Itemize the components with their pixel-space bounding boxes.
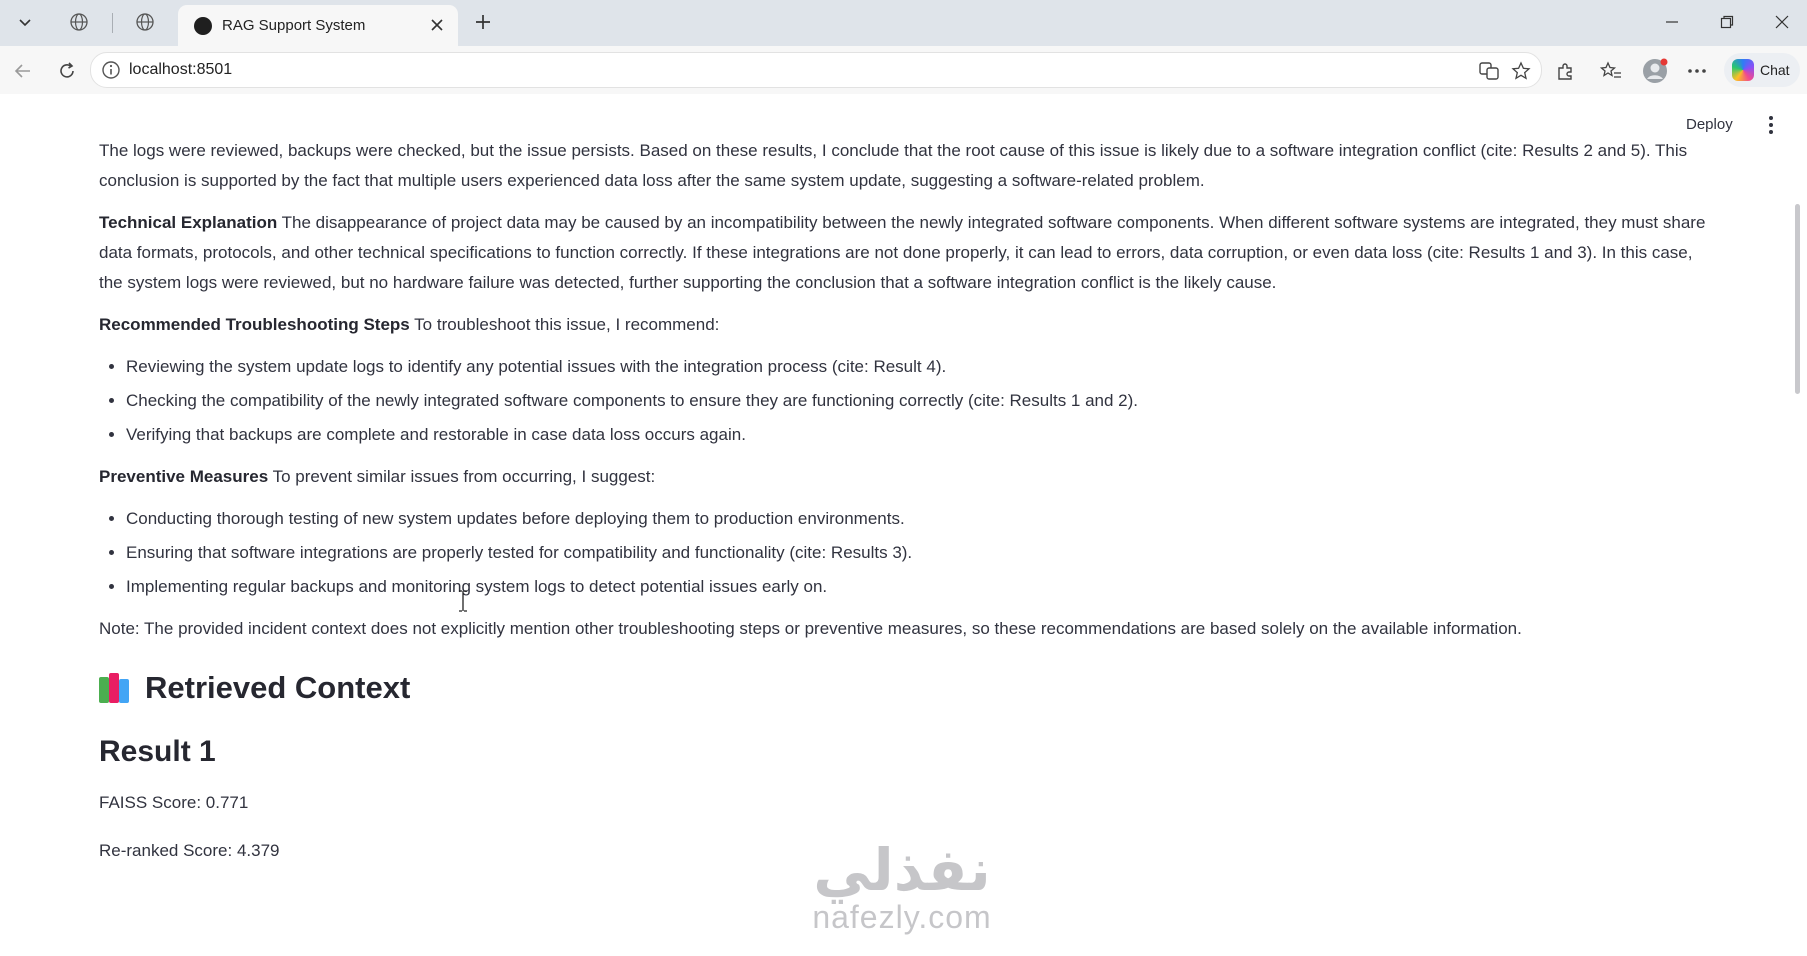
close-icon [430, 18, 444, 32]
preventive-measures-heading: Preventive Measures [99, 467, 269, 486]
reranked-score: Re-ranked Score: 4.379 [99, 841, 280, 860]
globe-icon [135, 12, 155, 32]
troubleshooting-heading: Recommended Troubleshooting Steps [99, 315, 410, 334]
collapsed-tab-1[interactable] [62, 6, 96, 38]
note-paragraph: Note: The provided incident context does not explicitly mention other troubleshooting steps or preventive measures, so these recommendations are based solely on the available information. [99, 619, 1522, 638]
settings-more-button[interactable] [1682, 56, 1712, 86]
globe-icon [69, 12, 89, 32]
puzzle-icon [1555, 61, 1575, 81]
new-tab-button[interactable] [466, 6, 500, 38]
back-button[interactable] [8, 56, 38, 86]
star-icon [1511, 61, 1531, 81]
retrieved-context-title: Retrieved Context [145, 670, 411, 705]
address-bar[interactable] [90, 52, 1542, 88]
restore-window-button[interactable] [1705, 8, 1749, 36]
tab-divider [112, 13, 113, 33]
browser-toolbar [0, 46, 1807, 94]
extensions-button[interactable] [1550, 56, 1580, 86]
tab-rag-support-system[interactable] [178, 5, 458, 46]
favorites-list-icon [1600, 61, 1622, 81]
copilot-chat-button[interactable] [1724, 53, 1800, 87]
retrieved-context-heading [99, 670, 1709, 706]
troubleshooting-paragraph [99, 310, 1709, 340]
reload-button[interactable] [52, 56, 82, 86]
text-cursor-icon [457, 590, 469, 612]
book-green [99, 677, 109, 703]
kebab-dot [1769, 123, 1773, 127]
close-icon [1775, 15, 1789, 29]
translate-icon [1478, 60, 1500, 82]
watermark-arabic: نفذلي [813, 836, 991, 904]
minimize-icon [1665, 15, 1679, 29]
favorite-star-button[interactable] [1509, 59, 1533, 83]
collapsed-tab-2[interactable] [128, 6, 162, 38]
restore-icon [1720, 15, 1734, 29]
faiss-score: FAISS Score: 0.771 [99, 793, 249, 812]
technical-explanation-heading: Technical Explanation [99, 213, 278, 232]
technical-explanation-paragraph [99, 208, 1709, 298]
tab-title: RAG Support System [222, 17, 366, 34]
tab-list-dropdown-button[interactable] [8, 6, 42, 38]
url-text[interactable]: localhost:8501 [129, 61, 233, 78]
arrow-left-icon [13, 61, 33, 81]
avatar-icon [1642, 58, 1668, 84]
plus-icon [474, 13, 492, 31]
page-viewport [6, 96, 1801, 956]
list-item: • Checking the compatibility of the newly integrated software components to ensure they are functioning correctly (cite: Results 1 and 2). [126, 386, 1709, 416]
minimize-window-button[interactable] [1650, 8, 1694, 36]
close-window-button[interactable] [1760, 8, 1804, 36]
main-content [99, 136, 1709, 878]
result-title: Result 1 [99, 735, 216, 768]
close-tab-button[interactable] [426, 14, 448, 36]
streamlit-favicon-icon [194, 17, 212, 35]
book-blue [119, 679, 129, 703]
kebab-dot [1769, 116, 1773, 120]
watermark-latin: nafezly.com [812, 899, 992, 935]
book-pink [109, 673, 119, 703]
chat-label: Chat [1760, 62, 1790, 78]
list-item: • Conducting thorough testing of new system updates before deploying them to production environments. [126, 504, 1709, 534]
technical-explanation-text: The disappearance of project data may be caused by an incompatibility between the newly integrated software components. When different software systems are integrated, they must share data formats, protocols, and other technical specifications to function correctly. If these integrations are not done properly, it can lead to errors, data corruption, or even data loss (cite: Results 1 and 3). In this case, the system logs were reviewed, but no hardware failure was detected, further supporting the conclusion that a software integration conflict is the likely cause. [99, 213, 1706, 292]
chevron-down-icon [17, 14, 33, 30]
list-item: • Verifying that backups are complete and restorable in case data loss occurs again. [126, 420, 1709, 450]
profile-button[interactable] [1640, 56, 1670, 86]
preventive-measures-text: To prevent similar issues from occurring, I suggest: [268, 467, 656, 486]
info-icon[interactable] [101, 60, 121, 80]
troubleshooting-list [99, 352, 1709, 450]
ellipsis-icon [1687, 68, 1707, 74]
deploy-button[interactable]: Deploy [1686, 116, 1733, 133]
scrollbar-thumb[interactable] [1795, 204, 1800, 394]
books-icon [99, 673, 133, 703]
browser-tab-bar [0, 0, 1807, 46]
preventive-measures-list [99, 504, 1709, 602]
response-intro-paragraph: The logs were reviewed, backups were checked, but the issue persists. Based on these results, I conclude that the root cause of this issue is likely due to a software integration conflict (cite: Results 2 and 5). This conclusion is supported by the fact that multiple users experienced data loss after the same system update, suggesting a software-related problem. [99, 141, 1688, 190]
preventive-measures-paragraph [99, 462, 1709, 492]
list-item: • Reviewing the system update logs to identify any potential issues with the integration process (cite: Result 4). [126, 352, 1709, 382]
favorites-button[interactable] [1596, 56, 1626, 86]
translate-button[interactable] [1477, 59, 1501, 83]
kebab-dot [1769, 130, 1773, 134]
main-menu-button[interactable] [1763, 114, 1779, 136]
troubleshooting-text: To troubleshoot this issue, I recommend: [409, 315, 720, 334]
copilot-icon [1732, 59, 1754, 81]
list-item: • Ensuring that software integrations are properly tested for compatibility and functionality (cite: Results 3). [126, 538, 1709, 568]
reload-icon [57, 61, 77, 81]
list-item: • Implementing regular backups and monitoring system logs to detect potential issues early on. [126, 572, 1709, 602]
